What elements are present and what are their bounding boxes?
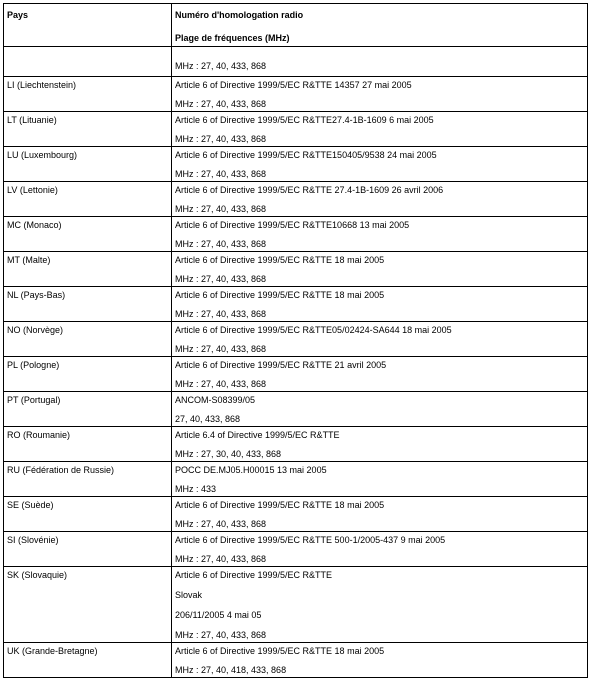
table-row: [4, 643, 588, 678]
approval-cell: [172, 567, 588, 643]
country-cell: [4, 532, 172, 567]
frequency-line: MHz : 27, 40, 433, 868: [175, 630, 267, 640]
country-cell: [4, 322, 172, 357]
approval-cell: [172, 322, 588, 357]
approval-cell: [172, 47, 588, 77]
country-label: SI (Slovénie): [7, 535, 59, 545]
frequency-line: MHz : 27, 40, 433, 868: [175, 99, 267, 109]
table-row: [4, 497, 588, 532]
approval-cell: [172, 182, 588, 217]
table-row-continuation: [4, 47, 588, 77]
country-label: PL (Pologne): [7, 360, 60, 370]
approval-cell: [172, 357, 588, 392]
approval-cell: [172, 392, 588, 427]
country-cell: [4, 392, 172, 427]
approval-cell: [172, 287, 588, 322]
country-label: RU (Fédération de Russie): [7, 465, 115, 475]
radio-approval-table: [3, 3, 588, 678]
frequency-line: 27, 40, 433, 868: [175, 414, 241, 424]
table-row: [4, 322, 588, 357]
approval-line: POCC DE.MJ05.H00015 13 mai 2005: [175, 465, 327, 475]
approval-cell: [172, 252, 588, 287]
approval-line: ANCOM-S08399/05: [175, 395, 256, 405]
country-label: UK (Grande-Bretagne): [7, 646, 98, 656]
country-label: NO (Norvège): [7, 325, 64, 335]
approval-line: Article 6 of Directive 1999/5/EC R&TTE10668 13 mai 2005: [175, 220, 410, 230]
approval-line: Article 6 of Directive 1999/5/EC R&TTE 21 avril 2005: [175, 360, 387, 370]
approval-line: Article 6 of Directive 1999/5/EC R&TTE150405/9538 24 mai 2005: [175, 150, 437, 160]
frequency-line: MHz : 27, 40, 433, 868: [175, 379, 267, 389]
approval-line: MHz : 27, 40, 433, 868: [175, 61, 267, 71]
header-frequency-label: Plage de fréquences (MHz): [175, 33, 290, 43]
approval-line: Article 6 of Directive 1999/5/EC R&TTE 500-1/2005-437 9 mai 2005: [175, 535, 446, 545]
country-cell: [4, 357, 172, 392]
frequency-line: MHz : 27, 30, 40, 433, 868: [175, 449, 282, 459]
frequency-line: MHz : 27, 40, 433, 868: [175, 519, 267, 529]
table-row: [4, 357, 588, 392]
approval-cell: [172, 112, 588, 147]
frequency-line: MHz : 27, 40, 433, 868: [175, 239, 267, 249]
table-row: [4, 287, 588, 322]
table-header-row: [4, 4, 588, 47]
table-row: [4, 567, 588, 643]
approval-cell: [172, 497, 588, 532]
approval-cell: [172, 462, 588, 497]
approval-line: Article 6 of Directive 1999/5/EC R&TTE: [175, 570, 333, 580]
country-cell: [4, 112, 172, 147]
country-cell: [4, 287, 172, 322]
approval-cell: [172, 77, 588, 112]
country-cell: [4, 182, 172, 217]
approval-line: Article 6 of Directive 1999/5/EC R&TTE 18 mai 2005: [175, 500, 385, 510]
country-label: [7, 50, 167, 61]
approval-line: Article 6 of Directive 1999/5/EC R&TTE05/02424-SA644 18 mai 2005: [175, 325, 452, 335]
frequency-line: MHz : 27, 40, 433, 868: [175, 204, 267, 214]
approval-line: Article 6 of Directive 1999/5/EC R&TTE 27.4-1B-1609 26 avril 2006: [175, 185, 444, 195]
country-label: LV (Lettonie): [7, 185, 58, 195]
country-cell: [4, 147, 172, 182]
country-label: NL (Pays-Bas): [7, 290, 66, 300]
country-cell: [4, 47, 172, 77]
table-row: [4, 532, 588, 567]
country-label: PT (Portugal): [7, 395, 61, 405]
frequency-line: MHz : 27, 40, 418, 433, 868: [175, 665, 287, 675]
approval-cell: [172, 217, 588, 252]
table-row: [4, 252, 588, 287]
table-row: [4, 77, 588, 112]
approval-line: 206/11/2005 4 mai 05: [175, 610, 262, 620]
country-label: RO (Roumanie): [7, 430, 71, 440]
country-label: SK (Slovaquie): [7, 570, 68, 580]
approval-line: Slovak: [175, 590, 203, 600]
approval-line: Article 6.4 of Directive 1999/5/EC R&TTE: [175, 430, 340, 440]
approval-line: Article 6 of Directive 1999/5/EC R&TTE 14357 27 mai 2005: [175, 80, 412, 90]
approval-cell: [172, 147, 588, 182]
approval-line: Article 6 of Directive 1999/5/EC R&TTE27.4-1B-1609 6 mai 2005: [175, 115, 434, 125]
country-cell: [4, 567, 172, 643]
table-row: [4, 182, 588, 217]
approval-line: Article 6 of Directive 1999/5/EC R&TTE 18 mai 2005: [175, 255, 385, 265]
approval-cell: [172, 643, 588, 678]
header-country-label: Pays: [7, 10, 29, 20]
frequency-line: MHz : 27, 40, 433, 868: [175, 309, 267, 319]
country-label: MT (Malte): [7, 255, 51, 265]
approval-line: Article 6 of Directive 1999/5/EC R&TTE 18 mai 2005: [175, 646, 385, 656]
frequency-line: MHz : 27, 40, 433, 868: [175, 134, 267, 144]
frequency-line: MHz : 433: [175, 484, 217, 494]
country-cell: [4, 77, 172, 112]
country-cell: [4, 427, 172, 462]
country-label: MC (Monaco): [7, 220, 62, 230]
country-label: LT (Lituanie): [7, 115, 57, 125]
country-cell: [4, 462, 172, 497]
table-row: [4, 462, 588, 497]
header-approval: [172, 4, 588, 47]
approval-document: [3, 3, 587, 678]
table-row: [4, 217, 588, 252]
header-country: [4, 4, 172, 47]
approval-cell: [172, 532, 588, 567]
country-cell: [4, 252, 172, 287]
country-label: LI (Liechtenstein): [7, 80, 77, 90]
country-cell: [4, 497, 172, 532]
approval-line: Article 6 of Directive 1999/5/EC R&TTE 18 mai 2005: [175, 290, 385, 300]
header-approval-label: Numéro d'homologation radio: [175, 10, 304, 20]
frequency-line: MHz : 27, 40, 433, 868: [175, 169, 267, 179]
frequency-line: MHz : 27, 40, 433, 868: [175, 554, 267, 564]
country-cell: [4, 217, 172, 252]
table-row: [4, 392, 588, 427]
country-label: SE (Suède): [7, 500, 54, 510]
table-row: [4, 112, 588, 147]
country-label: LU (Luxembourg): [7, 150, 78, 160]
approval-cell: [172, 427, 588, 462]
table-row: [4, 147, 588, 182]
country-cell: [4, 643, 172, 678]
frequency-line: MHz : 27, 40, 433, 868: [175, 344, 267, 354]
frequency-line: MHz : 27, 40, 433, 868: [175, 274, 267, 284]
table-row: [4, 427, 588, 462]
